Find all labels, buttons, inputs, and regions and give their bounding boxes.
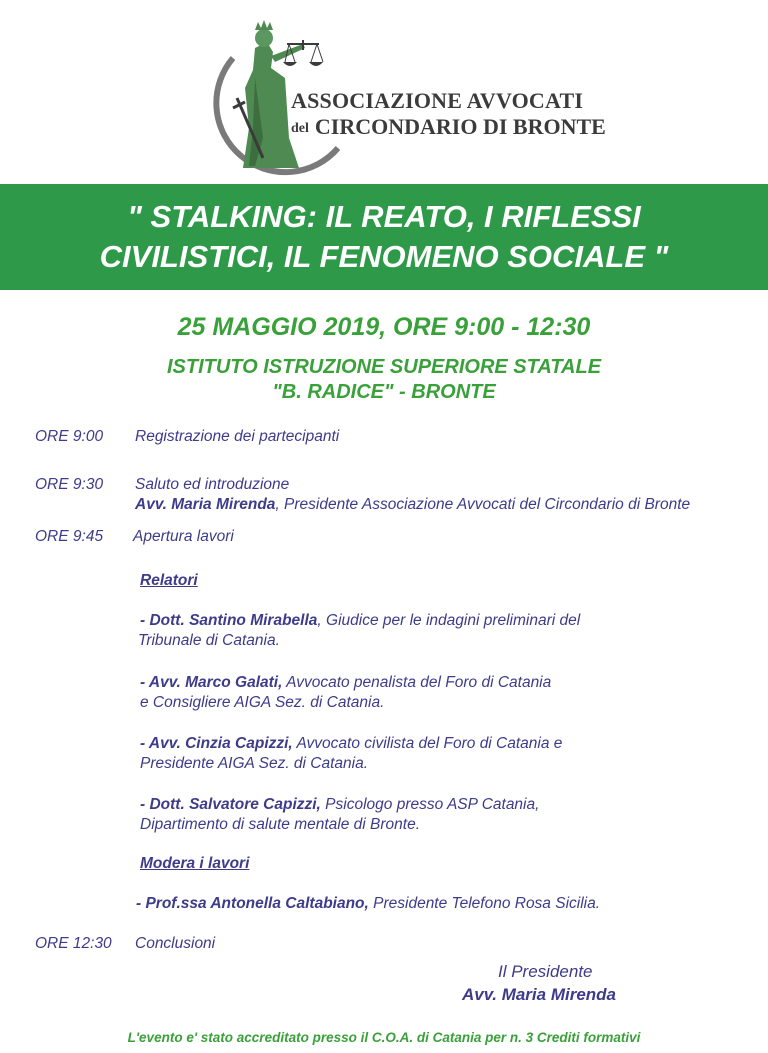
speaker-4-name: - Dott. Salvatore Capizzi, [140, 796, 321, 813]
event-title-line2: CIVILISTICI, IL FENOMENO SOCIALE " [99, 239, 669, 274]
time-12-30: ORE 12:30 [35, 935, 112, 952]
time-9-30: ORE 9:30 [35, 476, 104, 493]
speaker-3-role-cont: Presidente AIGA Sez. di Catania. [140, 755, 369, 772]
welcome-speaker-name: Avv. Maria Mirenda [135, 496, 276, 513]
speaker-4-role: Psicologo presso ASP Catania, [320, 796, 540, 813]
event-date: 25 MAGGIO 2019, ORE 9:00 - 12:30 [177, 313, 591, 341]
venue-line2: "B. RADICE" - BRONTE [272, 381, 496, 403]
speaker-1-role-cont: Tribunale di Catania. [138, 632, 280, 649]
welcome-speaker-role: , Presidente Associazione Avvocati del Circondario di Bronte [275, 496, 691, 513]
speaker-2 [140, 674, 551, 692]
speaker-1 [140, 612, 580, 630]
speaker-4-role-cont: Dipartimento di salute mentale di Bronte. [140, 816, 421, 833]
speaker-1-role: , Giudice per le indagini preliminari del [317, 612, 581, 629]
conclusions-text: Conclusioni [135, 935, 216, 952]
title-banner [0, 184, 768, 290]
association-logo [203, 18, 606, 178]
time-9-00: ORE 9:00 [35, 428, 104, 445]
moderator-role: Presidente Telefono Rosa Sicilia. [368, 895, 601, 912]
speaker-2-name: - Avv. Marco Galati, [140, 674, 283, 691]
relatori-heading: Relatori [140, 572, 198, 589]
logo-title-line1: ASSOCIAZIONE AVVOCATI [291, 88, 584, 113]
welcome-speaker [135, 496, 690, 514]
signature-title: Il Presidente [498, 962, 593, 981]
speaker-3 [140, 735, 562, 753]
venue-line1: ISTITUTO ISTRUZIONE SUPERIORE STATALE [166, 356, 602, 378]
speaker-3-role: Avvocato civilista del Foro di Catania e [292, 735, 563, 752]
opening-text: Apertura lavori [133, 528, 234, 545]
moderator-heading: Modera i lavori [140, 855, 250, 872]
speaker-4 [140, 796, 539, 814]
speaker-2-role: Avvocato penalista del Foro di Catania [282, 674, 552, 691]
logo-title-circondario: CIRCONDARIO DI BRONTE [314, 114, 606, 139]
moderator [136, 895, 600, 913]
speaker-3-name: - Avv. Cinzia Capizzi, [140, 735, 293, 752]
event-title-line1: " STALKING: IL REATO, I RIFLESSI [127, 199, 641, 234]
logo-title-line2 [291, 114, 606, 140]
time-9-45: ORE 9:45 [35, 528, 104, 545]
registration-text: Registrazione dei partecipanti [135, 428, 340, 445]
signature-name: Avv. Maria Mirenda [462, 985, 617, 1004]
moderator-name: - Prof.ssa Antonella Caltabiano, [136, 895, 369, 912]
speaker-1-name: - Dott. Santino Mirabella [140, 612, 318, 629]
logo-title-del: del [291, 120, 309, 136]
speaker-2-role-cont: e Consigliere AIGA Sez. di Catania. [140, 694, 385, 711]
accreditation-note: L'evento e' stato accreditato presso il C.O.A. di Catania per n. 3 Crediti formativi [127, 1030, 641, 1045]
welcome-text: Saluto ed introduzione [135, 476, 290, 493]
